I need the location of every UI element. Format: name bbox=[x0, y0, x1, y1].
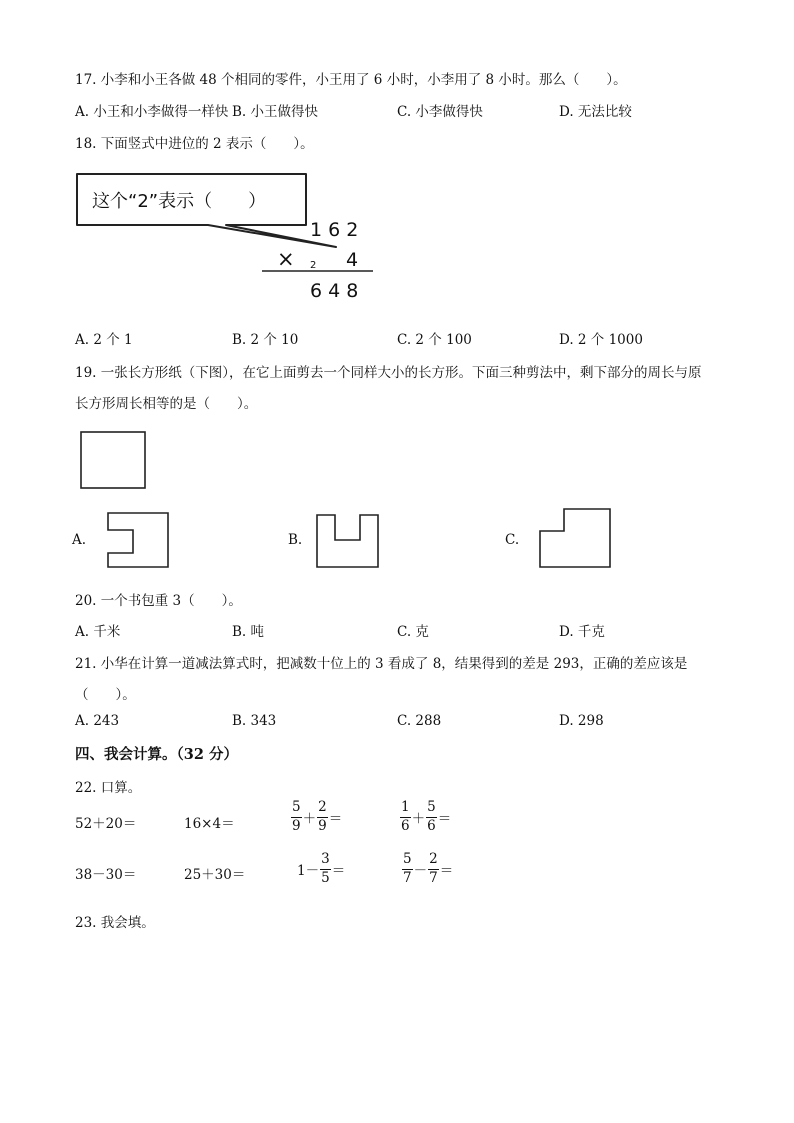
shape-a bbox=[108, 513, 168, 567]
q18-option-c: C. 2 个 100 bbox=[397, 332, 472, 348]
section-heading: 四、我会计算。（32 分） bbox=[75, 746, 238, 763]
q19-label-a: A. bbox=[72, 532, 87, 548]
q20-option-c: C. 克 bbox=[397, 624, 429, 640]
q22-stem: 22. 口算。 bbox=[75, 780, 142, 796]
fraction-expr-b: 1 6 ＋ 5 6 ＝ bbox=[401, 799, 452, 834]
q21-option-c: C. 288 bbox=[397, 713, 442, 729]
multiplier: 4 bbox=[346, 249, 359, 271]
calc-r1-1: 52＋20＝ bbox=[75, 816, 137, 832]
q23-stem: 23. 我会填。 bbox=[75, 915, 155, 931]
calc-r2-1: 38－30＝ bbox=[75, 867, 137, 883]
q21-option-d: D. 298 bbox=[559, 713, 604, 729]
q20-stem: 20. 一个书包重 3（ ）。 bbox=[75, 593, 242, 609]
q17-option-a: A. 小王和小李做得一样快 bbox=[75, 104, 229, 120]
q19-label-b: B. bbox=[288, 532, 303, 548]
fraction-expr-d: 5 7 － 2 7 ＝ bbox=[403, 851, 454, 886]
q18-option-a: A. 2 个 1 bbox=[75, 332, 133, 348]
original-rectangle bbox=[81, 432, 145, 488]
q18-option-d: D. 2 个 1000 bbox=[559, 332, 643, 348]
fraction-expr-c: 1－ 3 5 ＝ bbox=[297, 851, 346, 886]
q19-label-c: C. bbox=[505, 532, 520, 548]
multiplicand: 1 6 2 bbox=[310, 219, 359, 241]
q17-stem: 17. 小李和小王各做 48 个相同的零件，小王用了 6 小时，小李用了 8 小时。那么（ ）。 bbox=[75, 72, 627, 88]
q20-option-a: A. 千米 bbox=[75, 624, 121, 640]
q18-option-b: B. 2 个 10 bbox=[232, 332, 299, 348]
carry-digit: 2 bbox=[310, 260, 317, 271]
shape-c bbox=[540, 509, 610, 567]
q21-stem-line1: 21. 小华在计算一道减法算式时，把减数十位上的 3 看成了 8，结果得到的差是 293，正确的差应该是 bbox=[75, 656, 688, 672]
bubble-text: 这个“2”表示（ ） bbox=[92, 191, 267, 212]
q21-stem-line2: （ ）。 bbox=[75, 687, 136, 703]
q17-option-c: C. 小李做得快 bbox=[397, 104, 483, 120]
q17-option-b: B. 小王做得快 bbox=[232, 104, 319, 120]
q21-option-b: B. 343 bbox=[232, 713, 277, 729]
q17-option-d: D. 无法比较 bbox=[559, 104, 632, 120]
calc-r2-2: 25＋30＝ bbox=[184, 867, 246, 883]
shape-b bbox=[317, 515, 378, 567]
q19-stem-line2: 长方形周长相等的是（ ）。 bbox=[75, 396, 258, 412]
q20-option-d: D. 千克 bbox=[559, 624, 605, 640]
product: 6 4 8 bbox=[310, 280, 359, 302]
q20-option-b: B. 吨 bbox=[232, 624, 265, 640]
q21-option-a: A. 243 bbox=[75, 713, 120, 729]
fraction-expr-a: 5 9 ＋ 2 9 ＝ bbox=[292, 799, 343, 834]
q18-stem: 18. 下面竖式中进位的 2 表示（ ）。 bbox=[75, 136, 314, 152]
q19-stem-line1: 19. 一张长方形纸（下图），在它上面剪去一个同样大小的长方形。下面三种剪法中，剩下部分的周长与原 bbox=[75, 365, 702, 381]
times-sign: × bbox=[277, 247, 295, 271]
calc-r1-2: 16×4＝ bbox=[184, 816, 235, 832]
